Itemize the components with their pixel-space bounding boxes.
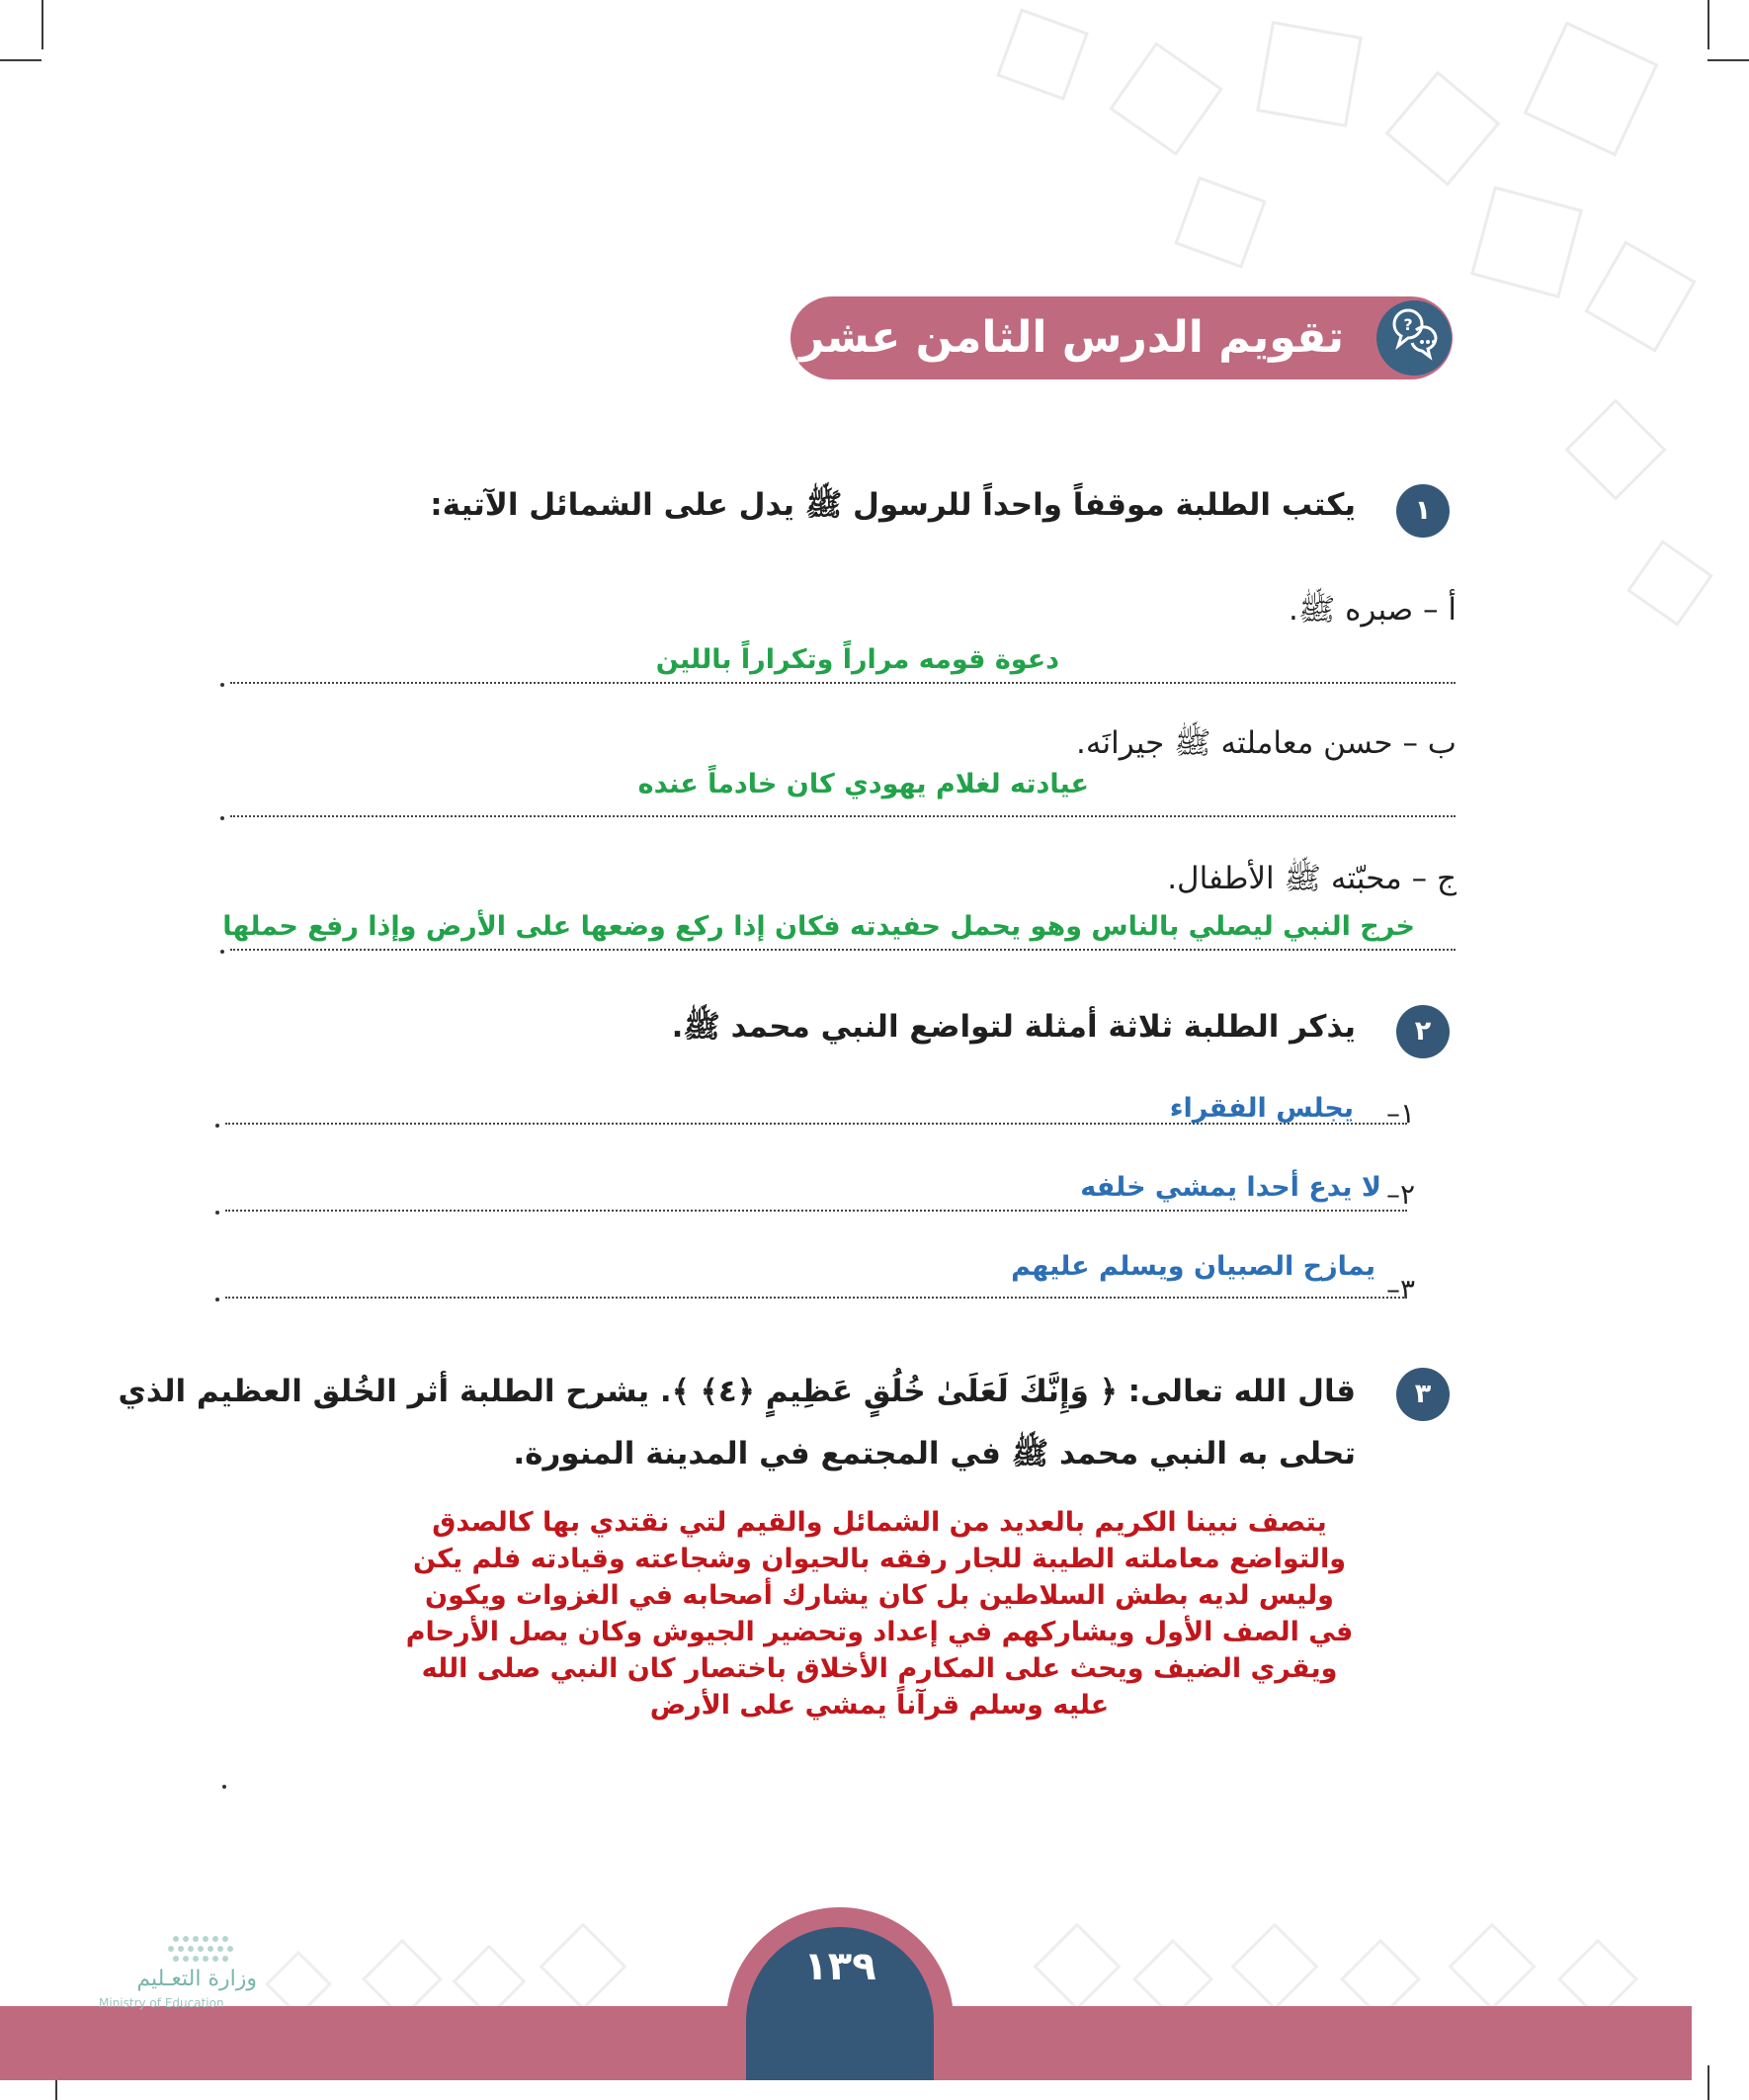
item-number-label: ٢–: [1385, 1178, 1415, 1211]
answer-line-text: عليه وسلم قرآناً يمشي على الأرض: [649, 1690, 1110, 1721]
answer-line: [230, 682, 1456, 684]
line-dot: [215, 1211, 219, 1215]
question-text: قال الله تعالى: ﴿ وَإِنَّكَ لَعَلَىٰ خُلُقٍ عَظِيمٍ ﴿٤﴾ ﴾. يشرح الطلبة أثر الخُلق العظيم الذي: [118, 1374, 1356, 1409]
answer-line-text: وليس لديه بطش السلاطين بل كان يشارك أصحابه في الغزوات ويكون: [425, 1580, 1334, 1611]
lesson-title: تقويم الدرس الثامن عشر: [799, 312, 1344, 363]
item-number-label: ١–: [1385, 1097, 1415, 1130]
answer-line-text: والتواضع معاملته الطيبة للجار رفقه بالحيوان وشجاعته وقيادته فلم يكن: [412, 1544, 1347, 1574]
ministry-name-english: Ministry of Education: [99, 1996, 224, 2010]
crop-mark: [42, 0, 43, 49]
line-dot: [215, 1298, 219, 1302]
answer-text: خرج النبي ليصلي بالناس وهو يحمل حفيدته فكان إذا ركع وضعها على الأرض وإذا رفع حملها: [222, 911, 1415, 942]
answer-line: [230, 949, 1456, 951]
answer-line: [225, 1297, 1407, 1299]
answer-text: لا يدع أحدا يمشي خلفه: [1080, 1172, 1381, 1203]
question-number-badge: ٣: [1396, 1368, 1450, 1421]
answer-text: دعوة قومه مراراً وتكراراً باللين: [655, 644, 1059, 675]
answer-paragraph: [395, 1504, 1364, 1723]
crop-mark: [1707, 59, 1749, 61]
crop-mark: [1707, 2065, 1709, 2100]
line-dot: [220, 816, 224, 820]
svg-text:?: ?: [1403, 315, 1413, 334]
answer-line: [225, 1210, 1407, 1212]
item-number-label: ٣–: [1385, 1273, 1415, 1305]
line-dot: [220, 950, 224, 954]
line-dot: [222, 1785, 226, 1789]
answer-line: [225, 1123, 1407, 1125]
sub-question-label: ب – حسن معاملته ﷺ جيرانَه.: [1075, 725, 1457, 761]
ministry-name-arabic: وزارة التعـليم: [136, 1967, 257, 1991]
answer-text: يجلس الفقراء: [1169, 1093, 1354, 1124]
question-text: يذكر الطلبة ثلاثة أمثلة لتواضع النبي محمد ﷺ.: [671, 1009, 1356, 1045]
question-number-badge: ١: [1396, 484, 1450, 538]
answer-line-text: ويقري الضيف ويحث على المكارم الأخلاق باختصار كان النبي صلى الله: [421, 1653, 1338, 1684]
question-text: يكتب الطلبة موقفاً واحداً للرسول ﷺ يدل على الشمائل الآتية:: [430, 487, 1356, 523]
speech-question-icon: [1376, 300, 1452, 376]
answer-text: عيادته لغلام يهودي كان خادماً عنده: [637, 769, 1089, 799]
question-number-badge: ٢: [1396, 1005, 1450, 1058]
answer-line-text: في الصف الأول ويشاركهم في إعداد وتحضير الجيوش وكان يصل الأرحام: [405, 1617, 1354, 1647]
crop-mark: [0, 59, 42, 61]
page-number: ١٣٩: [803, 1944, 876, 1989]
sub-question-label: ج – محبّته ﷺ الأطفال.: [1167, 861, 1457, 896]
line-dot: [215, 1124, 219, 1128]
answer-line-text: يتصف نبينا الكريم بالعديد من الشمائل والقيم لتي نقتدي بها كالصدق: [432, 1507, 1327, 1538]
answer-line: [230, 815, 1456, 817]
line-dot: [220, 683, 224, 687]
sub-question-label: أ – صبره ﷺ.: [1288, 592, 1457, 628]
answer-text: يمازح الصبيان ويسلم عليهم: [1011, 1251, 1375, 1282]
question-text: تحلى به النبي محمد ﷺ في المجتمع في المدينة المنورة.: [513, 1436, 1356, 1471]
crop-mark: [1707, 0, 1709, 49]
